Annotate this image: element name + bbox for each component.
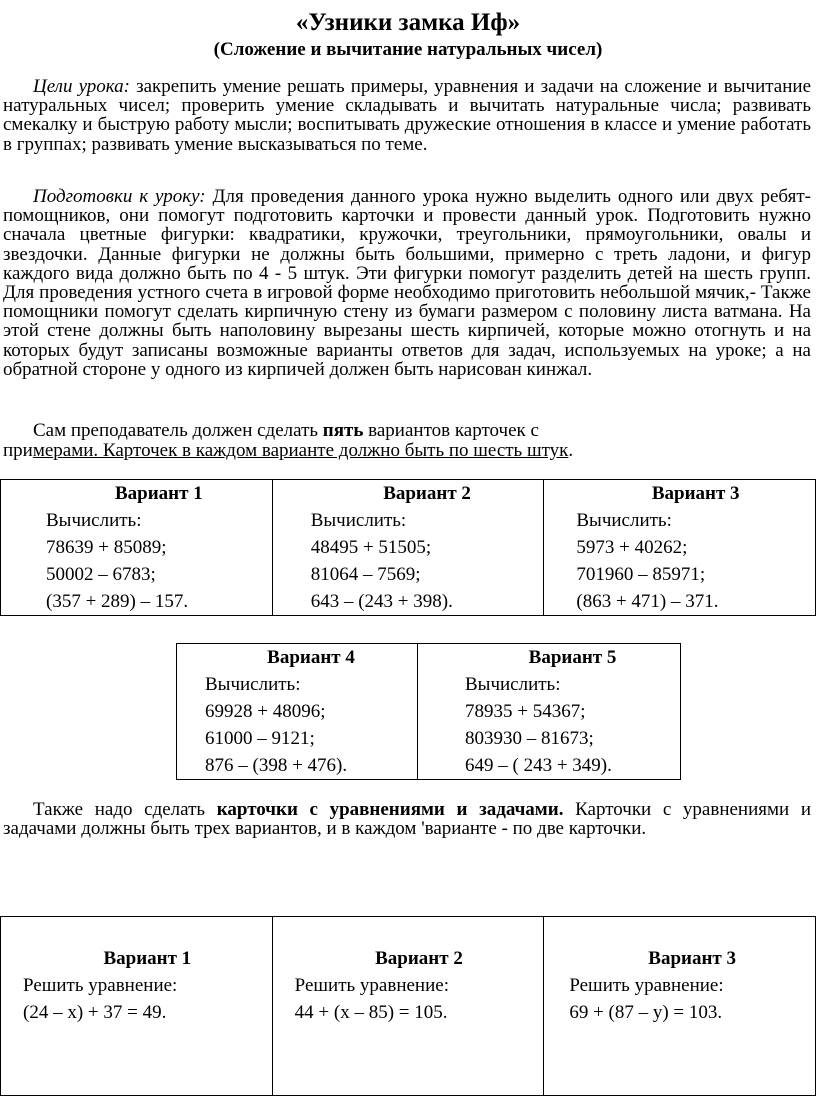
card-line: 803930 – 81673; <box>465 728 594 749</box>
examples-table-row-1 <box>0 479 816 616</box>
tail-end: . <box>568 440 574 461</box>
example-card-4 <box>177 644 418 780</box>
tail-text-3: при <box>3 440 33 461</box>
card-instruction: Решить уравнение: <box>569 975 724 996</box>
card-title: Вариант 5 <box>528 647 617 668</box>
goals-text: закрепить умение решать примеры, уравнения и задачи на сложение и вычитание натуральных чисел; проверить умение складывать и вычитать натуральные числа; развивать смекалку и быструю работу мысли; воспитывать дружеские отношения в классе и умение работать в группах; развивать умение высказываться по теме. <box>3 76 812 155</box>
card-title: Вариант 1 <box>115 483 203 504</box>
card-title: Вариант 1 <box>103 948 192 969</box>
card-instruction: Вычислить: <box>465 674 561 695</box>
tail-underlined: мерами. Карточек в каждом варианте должно быть по шесть штук <box>32 440 569 461</box>
card-line: 876 – (398 + 476). <box>205 755 348 776</box>
card-line: 69928 + 48096; <box>205 701 326 722</box>
card-instruction: Вычислить: <box>205 674 301 695</box>
card-line: 61000 – 9121; <box>205 728 315 749</box>
also-bold: карточки с уравнениями и задачами. <box>216 799 564 820</box>
document-subtitle: (Сложение и вычитание натуральных чисел) <box>213 39 603 60</box>
card-title: Вариант 3 <box>651 483 740 504</box>
lesson-goals-paragraph <box>3 77 811 154</box>
card-equation: (24 – х) + 37 = 49. <box>23 1002 167 1023</box>
tail-text-2: вариантов карточек с <box>363 420 539 441</box>
also-text-2: Карточки с уравнениями и задачами должны быть трех вариантов, и в каждом 'варианте - по две карточки. <box>3 799 811 840</box>
prep-lead: Подготовки к уроку: <box>33 186 206 207</box>
equation-card-2 <box>272 917 544 1096</box>
card-line: 649 – ( 243 + 349). <box>465 755 612 776</box>
tail-text-1: Сам преподаватель должен сделать <box>33 420 323 441</box>
example-card-1 <box>1 480 273 616</box>
card-title: Вариант 3 <box>648 948 737 969</box>
card-instruction: Вычислить: <box>310 510 407 531</box>
equation-cards-paragraph <box>3 800 811 838</box>
teacher-cards-paragraph <box>3 421 811 461</box>
card-title: Вариант 2 <box>383 483 471 504</box>
example-card-2 <box>272 480 544 616</box>
card-instruction: Решить уравнение: <box>23 975 178 996</box>
equation-card-1 <box>1 917 273 1096</box>
card-instruction: Вычислить: <box>576 510 672 531</box>
card-line: (357 + 289) – 157. <box>46 591 189 612</box>
also-text-1: Также надо сделать <box>33 799 217 820</box>
document-title: «Узники замка Иф» <box>295 9 521 36</box>
card-line: 78935 + 54367; <box>465 701 586 722</box>
example-card-5 <box>418 644 681 780</box>
equations-table <box>0 916 816 1096</box>
tail-bold: пять <box>322 420 364 441</box>
card-title: Вариант 2 <box>375 948 463 969</box>
card-line: 5973 + 40262; <box>576 537 688 558</box>
examples-table-row-2 <box>176 643 681 780</box>
equation-card-3 <box>544 917 816 1096</box>
card-instruction: Вычислить: <box>46 510 142 531</box>
card-equation: 44 + (х – 85) = 105. <box>294 1002 448 1023</box>
card-line: 701960 – 85971; <box>576 564 706 585</box>
prep-text: Для проведения данного урока нужно выделить одного или двух ребят-помощников, они помогут подготовить карточки и провести данный урок. Подготовить нужно сначала цветные фигурки: квадратики, кружочки, треугольники, прямоугольники, овалы и звездочки. Данные фигурки не должны быть большими, примерно с треть ладони, и фигур каждого вида должно быть по 4 - 5 штук. Эти фигурки помогут разделить детей на шесть групп. Для проведения устного счета в игровой форме необходимо приготовить небольшой мячик,- Также помощники помогут сделать кирпичную стену из бумаги размером с половину листа ватмана. На этой стене должны быть наполовину вырезаны шесть кирпичей, которые можно отогнуть и на которых будут записаны возможные варианты ответов для задач, используемых на уроке; а на обратной стороне у одного из кирпичей должен быть нарисован кинжал. <box>3 186 811 380</box>
card-instruction: Решить уравнение: <box>294 975 449 996</box>
card-title: Вариант 4 <box>267 647 355 668</box>
example-card-3 <box>544 480 816 616</box>
card-line: 78639 + 85089; <box>46 537 167 558</box>
card-line: 81064 – 7569; <box>310 564 421 585</box>
card-equation: 69 + (87 – у) = 103. <box>569 1002 723 1023</box>
goals-lead: Цели урока: <box>33 76 130 97</box>
card-line: 48495 + 51505; <box>310 537 432 558</box>
card-line: (863 + 471) – 371. <box>576 591 719 612</box>
lesson-preparation-paragraph <box>3 187 811 379</box>
card-line: 50002 – 6783; <box>46 564 156 585</box>
card-line: 643 – (243 + 398). <box>310 591 453 612</box>
